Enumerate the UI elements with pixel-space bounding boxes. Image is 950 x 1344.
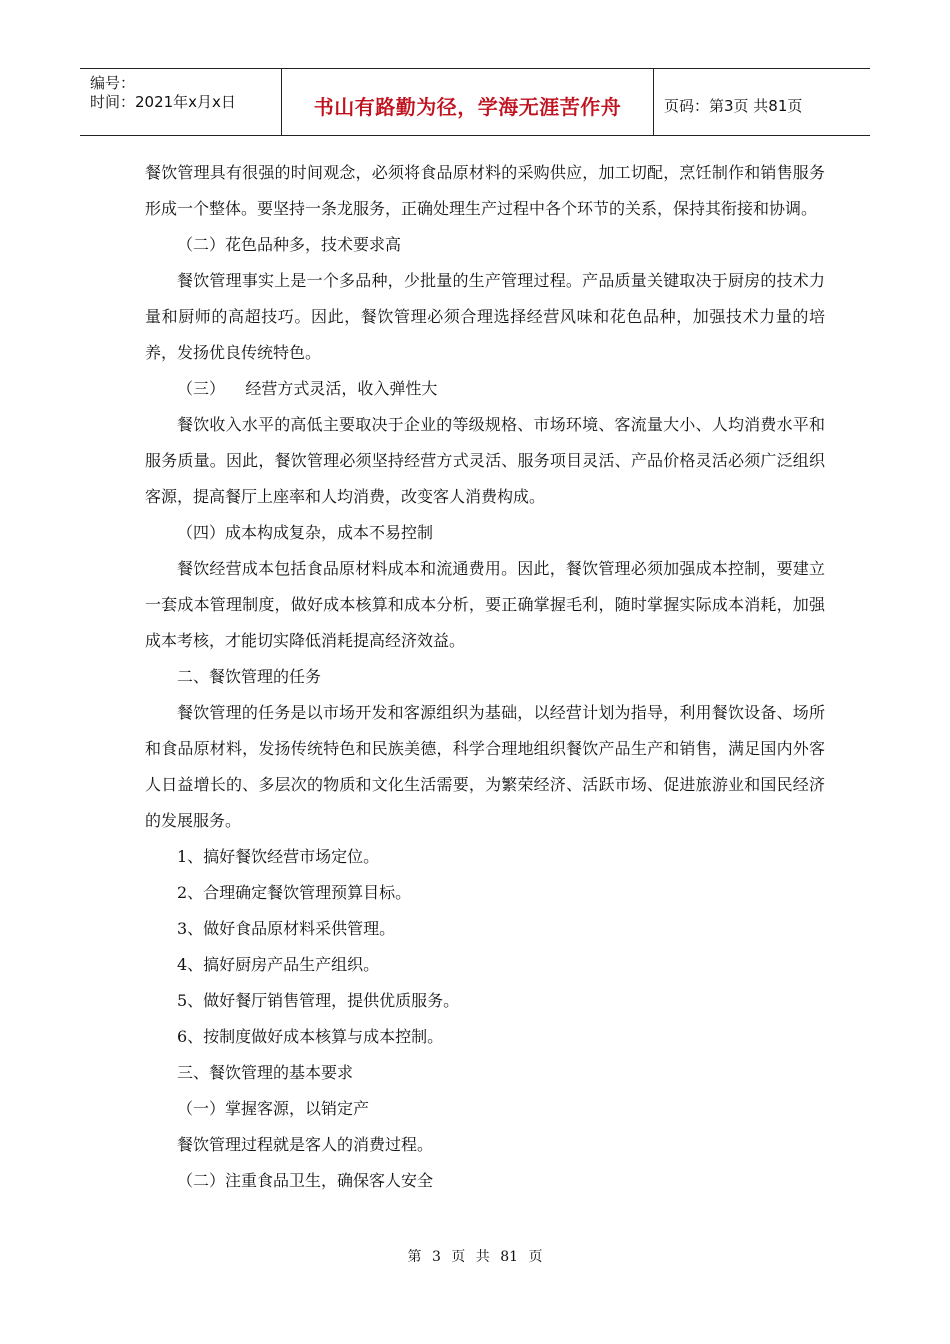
list-item: 3、做好食品原材料采供管理。	[177, 919, 396, 938]
list-item: 5、做好餐厅销售管理，提供优质服务。	[177, 991, 460, 1010]
chapter-heading: 三、餐饮管理的基本要求	[177, 1063, 354, 1082]
paragraph: 餐饮管理事实上是一个多品种，少批量的生产管理过程。产品质量关键取决于厨房的技术力量和厨师的高超技巧。因此，餐饮管理必须合理选择经营风味和花色品种，加强技术力量的培养，发扬优良传统特色。	[145, 271, 825, 362]
list-item: 4、搞好厨房产品生产组织。	[177, 955, 380, 974]
section-heading: （三） 经营方式灵活，收入弹性大	[177, 379, 438, 398]
chapter-heading: 二、餐饮管理的任务	[177, 667, 322, 686]
page-footer: 第 3 页 共 81 页	[407, 1249, 543, 1265]
list-item: 1、搞好餐饮经营市场定位。	[177, 847, 380, 866]
paragraph: 餐饮管理过程就是客人的消费过程。	[177, 1135, 434, 1154]
header-motto: 书山有路勤为径，学海无涯苦作舟	[313, 95, 622, 119]
document-time: 时间：2021年x月x日	[90, 93, 236, 111]
paragraph: 餐饮经营成本包括食品原材料成本和流通费用。因此，餐饮管理必须加强成本控制，要建立一套成本管理制度，做好成本核算和成本分析，要正确掌握毛利，随时掌握实际成本消耗，加强成本考核，才能切实降低消耗提高经济效益。	[145, 559, 825, 650]
paragraph: 餐饮管理的任务是以市场开发和客源组织为基础，以经营计划为指导，利用餐饮设备、场所和食品原材料，发扬传统特色和民族美德，科学合理地组织餐饮产品生产和销售，满足国内外客人日益增长的、多层次的物质和文化生活需要，为繁荣经济、活跃市场、促进旅游业和国民经济的发展服务。	[145, 703, 825, 830]
list-item: 6、按制度做好成本核算与成本控制。	[177, 1027, 444, 1046]
header-motto-cell	[282, 69, 654, 135]
header-page-info: 页码：第3页 共81页	[664, 97, 803, 115]
list-item: 2、合理确定餐饮管理预算目标。	[177, 883, 412, 902]
paragraph: 餐饮管理具有很强的时间观念，必须将食品原材料的采购供应，加工切配，烹饪制作和销售服务形成一个整体。要坚持一条龙服务，正确处理生产过程中各个环节的关系，保持其衔接和协调。	[145, 163, 825, 218]
document-body	[145, 155, 825, 1199]
section-heading: （二）注重食品卫生，确保客人安全	[177, 1171, 434, 1190]
header-page-cell	[654, 69, 870, 135]
page-header	[80, 68, 870, 136]
section-heading: （二）花色品种多，技术要求高	[177, 235, 402, 254]
header-meta-cell	[80, 69, 282, 135]
paragraph: 餐饮收入水平的高低主要取决于企业的等级规格、市场环境、客流量大小、人均消费水平和服务质量。因此，餐饮管理必须坚持经营方式灵活、服务项目灵活、产品价格灵活必须广泛组织客源，提高餐厅上座率和人均消费，改变客人消费构成。	[145, 415, 825, 506]
section-heading: （四）成本构成复杂，成本不易控制	[177, 523, 434, 542]
document-number: 编号：	[90, 74, 136, 92]
section-heading: （一）掌握客源，以销定产	[177, 1099, 370, 1118]
